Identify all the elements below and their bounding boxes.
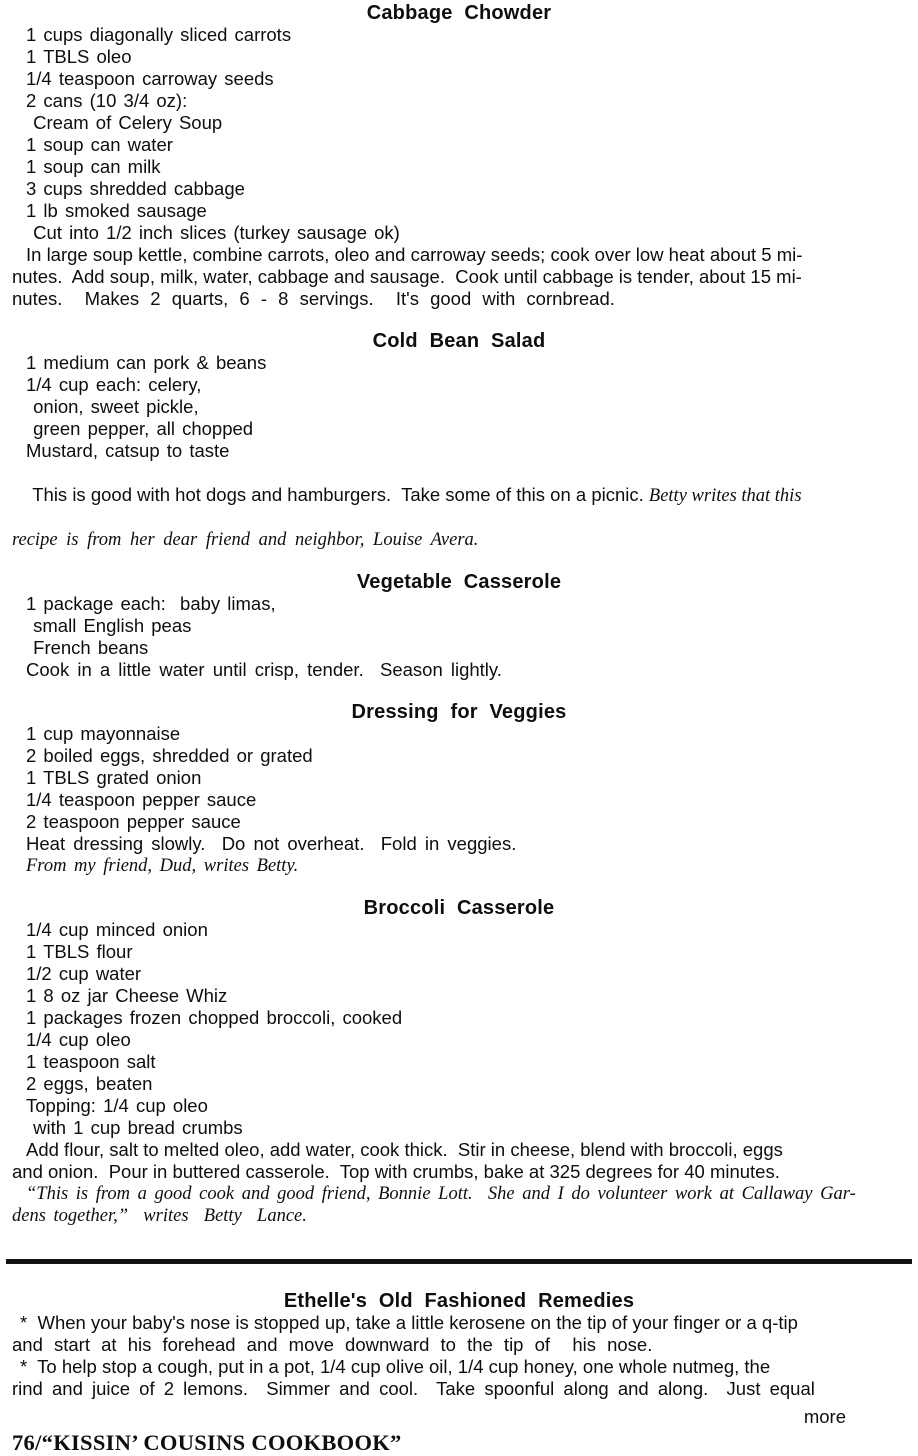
attribution-note: “This is from a good cook and good friend, Bonnie Lott. She and I do volunteer work at Callaway Gar- — [26, 1184, 856, 1204]
recipe-title: Cold Bean Salad — [372, 330, 546, 352]
directions-line: In large soup kettle, combine carrots, oleo and carroway seeds; cook over low heat about 5 mi- — [26, 244, 803, 265]
ingredient-line: Topping: 1/4 cup oleo — [26, 1095, 208, 1116]
ingredient-line: onion, sweet pickle, — [26, 396, 199, 417]
remedy-line: and start at his forehead and move downward to the tip of his nose. — [12, 1334, 653, 1355]
ingredient-line: 2 boiled eggs, shredded or grated — [26, 745, 313, 766]
directions-text: This is good with hot dogs and hamburgers. Take some of this on a picnic. — [32, 484, 649, 505]
ingredient-line: 1 package each: baby limas, — [26, 593, 276, 614]
directions-line — [12, 462, 906, 529]
recipe-section-dressing-for-veggies — [12, 701, 906, 877]
ingredient-line: 1 8 oz jar Cheese Whiz — [26, 985, 228, 1006]
ingredient-line: 1 medium can pork & beans — [26, 352, 267, 373]
directions-line: nutes. Makes 2 quarts, 6 - 8 servings. It's good with cornbread. — [12, 288, 615, 309]
recipe-title: Broccoli Casserole — [363, 897, 555, 919]
ingredient-line: 1 lb smoked sausage — [26, 200, 207, 221]
attribution-note: dens together,” writes Betty Lance. — [12, 1206, 307, 1226]
directions-line: Add flour, salt to melted oleo, add water, cook thick. Stir in cheese, blend with broccoli, eggs — [26, 1139, 783, 1160]
ingredient-line: 3 cups shredded cabbage — [26, 178, 245, 199]
ingredient-line: French beans — [26, 637, 149, 658]
ingredient-line: with 1 cup bread crumbs — [26, 1117, 243, 1138]
ingredient-line: 1 cups diagonally sliced carrots — [26, 24, 292, 45]
directions-line: Heat dressing slowly. Do not overheat. Fold in veggies. — [26, 833, 517, 854]
remedy-line: * To help stop a cough, put in a pot, 1/4 cup olive oil, 1/4 cup honey, one whole nutmeg, the — [20, 1356, 771, 1377]
directions-line: nutes. Add soup, milk, water, cabbage and sausage. Cook until cabbage is tender, about 15 mi- — [12, 266, 802, 287]
attribution-note: From my friend, Dud, writes Betty. — [26, 856, 299, 876]
ingredient-line: 1 cup mayonnaise — [26, 723, 181, 744]
recipe-title: Vegetable Casserole — [356, 571, 562, 593]
recipe-section-cabbage-chowder — [12, 2, 906, 310]
recipe-title: Dressing for Veggies — [351, 701, 567, 723]
ingredient-line: 1 packages frozen chopped broccoli, cooked — [26, 1007, 403, 1028]
remedy-line: rind and juice of 2 lemons. Simmer and cool. Take spoonful along and along. Just equal — [12, 1378, 815, 1399]
ingredient-line: 1/4 cup each: celery, — [26, 374, 202, 395]
ingredient-line: 1 TBLS oleo — [26, 46, 132, 67]
section-divider — [6, 1259, 912, 1264]
recipe-section-vegetable-casserole — [12, 571, 906, 681]
recipe-section-broccoli-casserole — [12, 897, 906, 1227]
ingredient-line: small English peas — [26, 615, 192, 636]
ingredient-line: 1 TBLS grated onion — [26, 767, 202, 788]
attribution-note: Betty writes that this — [648, 486, 802, 506]
ingredient-line: Mustard, catsup to taste — [26, 440, 230, 461]
ingredient-line: Cream of Celery Soup — [26, 112, 223, 133]
attribution-note: recipe is from her dear friend and neighbor, Louise Avera. — [12, 530, 479, 550]
remedy-line: * When your baby's nose is stopped up, take a little kerosene on the tip of your finger or a q-tip — [20, 1312, 798, 1333]
remedies-title: Ethelle's Old Fashioned Remedies — [283, 1290, 635, 1312]
more-continuation-label: more — [803, 1406, 846, 1427]
recipe-section-cold-bean-salad — [12, 330, 906, 551]
ingredient-line: 2 teaspoon pepper sauce — [26, 811, 241, 832]
ingredient-line: 1 soup can water — [26, 134, 173, 155]
ingredient-line: 1/4 teaspoon carroway seeds — [26, 68, 274, 89]
ingredient-line: 1/2 cup water — [26, 963, 142, 984]
directions-line: Cook in a little water until crisp, tender. Season lightly. — [26, 659, 502, 680]
ingredient-line: green pepper, all chopped — [26, 418, 254, 439]
recipe-title: Cabbage Chowder — [366, 2, 552, 24]
page-footer: 76/“KISSIN’ COUSINS COOKBOOK” — [12, 1430, 402, 1455]
ingredient-line: Cut into 1/2 inch slices (turkey sausage ok) — [26, 222, 400, 243]
ingredient-line: 1/4 cup oleo — [26, 1029, 131, 1050]
ingredient-line: 2 cans (10 3/4 oz): — [26, 90, 188, 111]
ingredient-line: 1/4 teaspoon pepper sauce — [26, 789, 257, 810]
ingredient-line: 1 TBLS flour — [26, 941, 133, 962]
remedies-section — [12, 1290, 906, 1400]
ingredient-line: 2 eggs, beaten — [26, 1073, 153, 1094]
ingredient-line: 1 soup can milk — [26, 156, 161, 177]
ingredient-line: 1 teaspoon salt — [26, 1051, 156, 1072]
directions-line: and onion. Pour in buttered casserole. Top with crumbs, bake at 325 degrees for 40 minutes. — [12, 1161, 780, 1182]
ingredient-line: 1/4 cup minced onion — [26, 919, 208, 940]
